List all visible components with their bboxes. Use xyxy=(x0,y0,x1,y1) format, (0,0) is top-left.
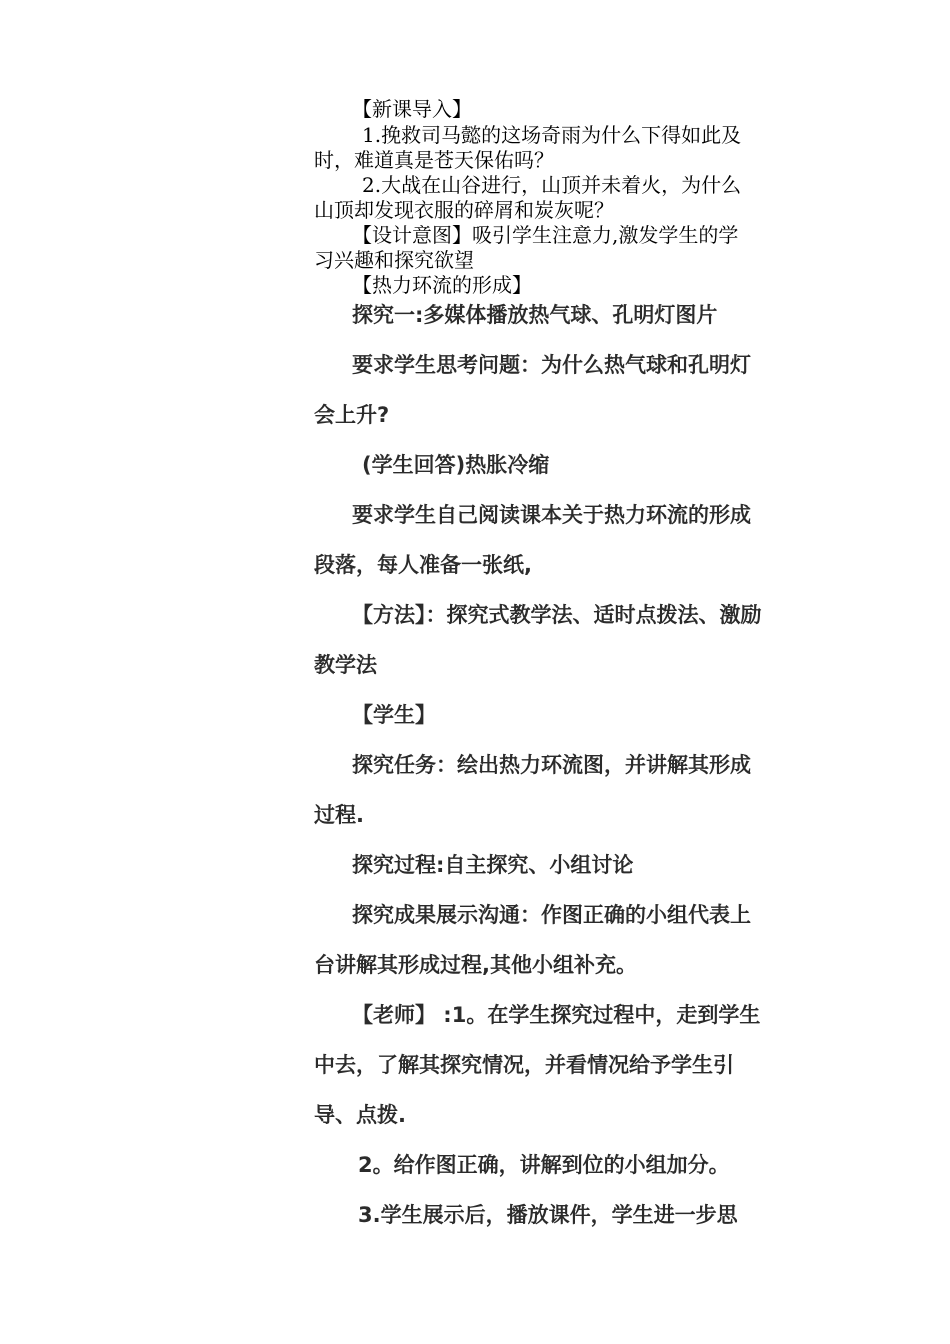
method-line-2: 教学法 xyxy=(314,653,377,677)
teacher-line-3: 导、点拨. xyxy=(314,1103,406,1127)
design-intent-line-2: 习兴趣和探究欲望 xyxy=(314,248,474,272)
heading-student: 【学生】 xyxy=(352,703,436,727)
teacher-line-2: 中去，了解其探究情况，并看情况给予学生引 xyxy=(314,1053,734,1077)
student-question-line-1: 要求学生思考问题：为什么热气球和孔明灯 xyxy=(352,353,751,377)
question-1-line-1: 1.挽救司马懿的这场奇雨为什么下得如此及 xyxy=(362,123,742,147)
student-question-line-2: 会上升? xyxy=(314,403,390,427)
process-line: 探究过程:自主探究、小组讨论 xyxy=(352,853,634,877)
question-2-line-1: 2.大战在山谷进行，山顶并未着火，为什么 xyxy=(362,173,742,197)
exploration-1: 探究一:多媒体播放热气球、孔明灯图片 xyxy=(352,303,718,327)
method-line-1: 【方法】：探究式教学法、适时点拨法、激励 xyxy=(352,603,762,627)
design-intent-line-1: 【设计意图】吸引学生注意力,激发学生的学 xyxy=(352,223,739,247)
question-2-line-2: 山顶却发现衣服的碎屑和炭灰呢？ xyxy=(314,198,614,222)
task-line-2: 过程. xyxy=(314,803,364,827)
heading-thermal-circulation: 【热力环流的形成】 xyxy=(352,273,532,297)
heading-new-lesson-intro: 【新课导入】 xyxy=(352,97,472,121)
teacher-point-2: 2。给作图正确，讲解到位的小组加分。 xyxy=(358,1153,730,1177)
reading-task-line-2: 段落，每人准备一张纸, xyxy=(314,553,532,577)
student-answer: (学生回答)热胀冷缩 xyxy=(362,453,550,477)
task-line-1: 探究任务：绘出热力环流图，并讲解其形成 xyxy=(352,753,751,777)
results-line-1: 探究成果展示沟通：作图正确的小组代表上 xyxy=(352,903,751,927)
question-1-line-2: 时，难道真是苍天保佑吗？ xyxy=(314,148,554,172)
teacher-point-3: 3.学生展示后，播放课件，学生进一步思 xyxy=(358,1203,738,1227)
results-line-2: 台讲解其形成过程,其他小组补充。 xyxy=(314,953,637,977)
reading-task-line-1: 要求学生自己阅读课本关于热力环流的形成 xyxy=(352,503,751,527)
teacher-line-1: 【老师】 :1。在学生探究过程中，走到学生 xyxy=(352,1003,761,1027)
